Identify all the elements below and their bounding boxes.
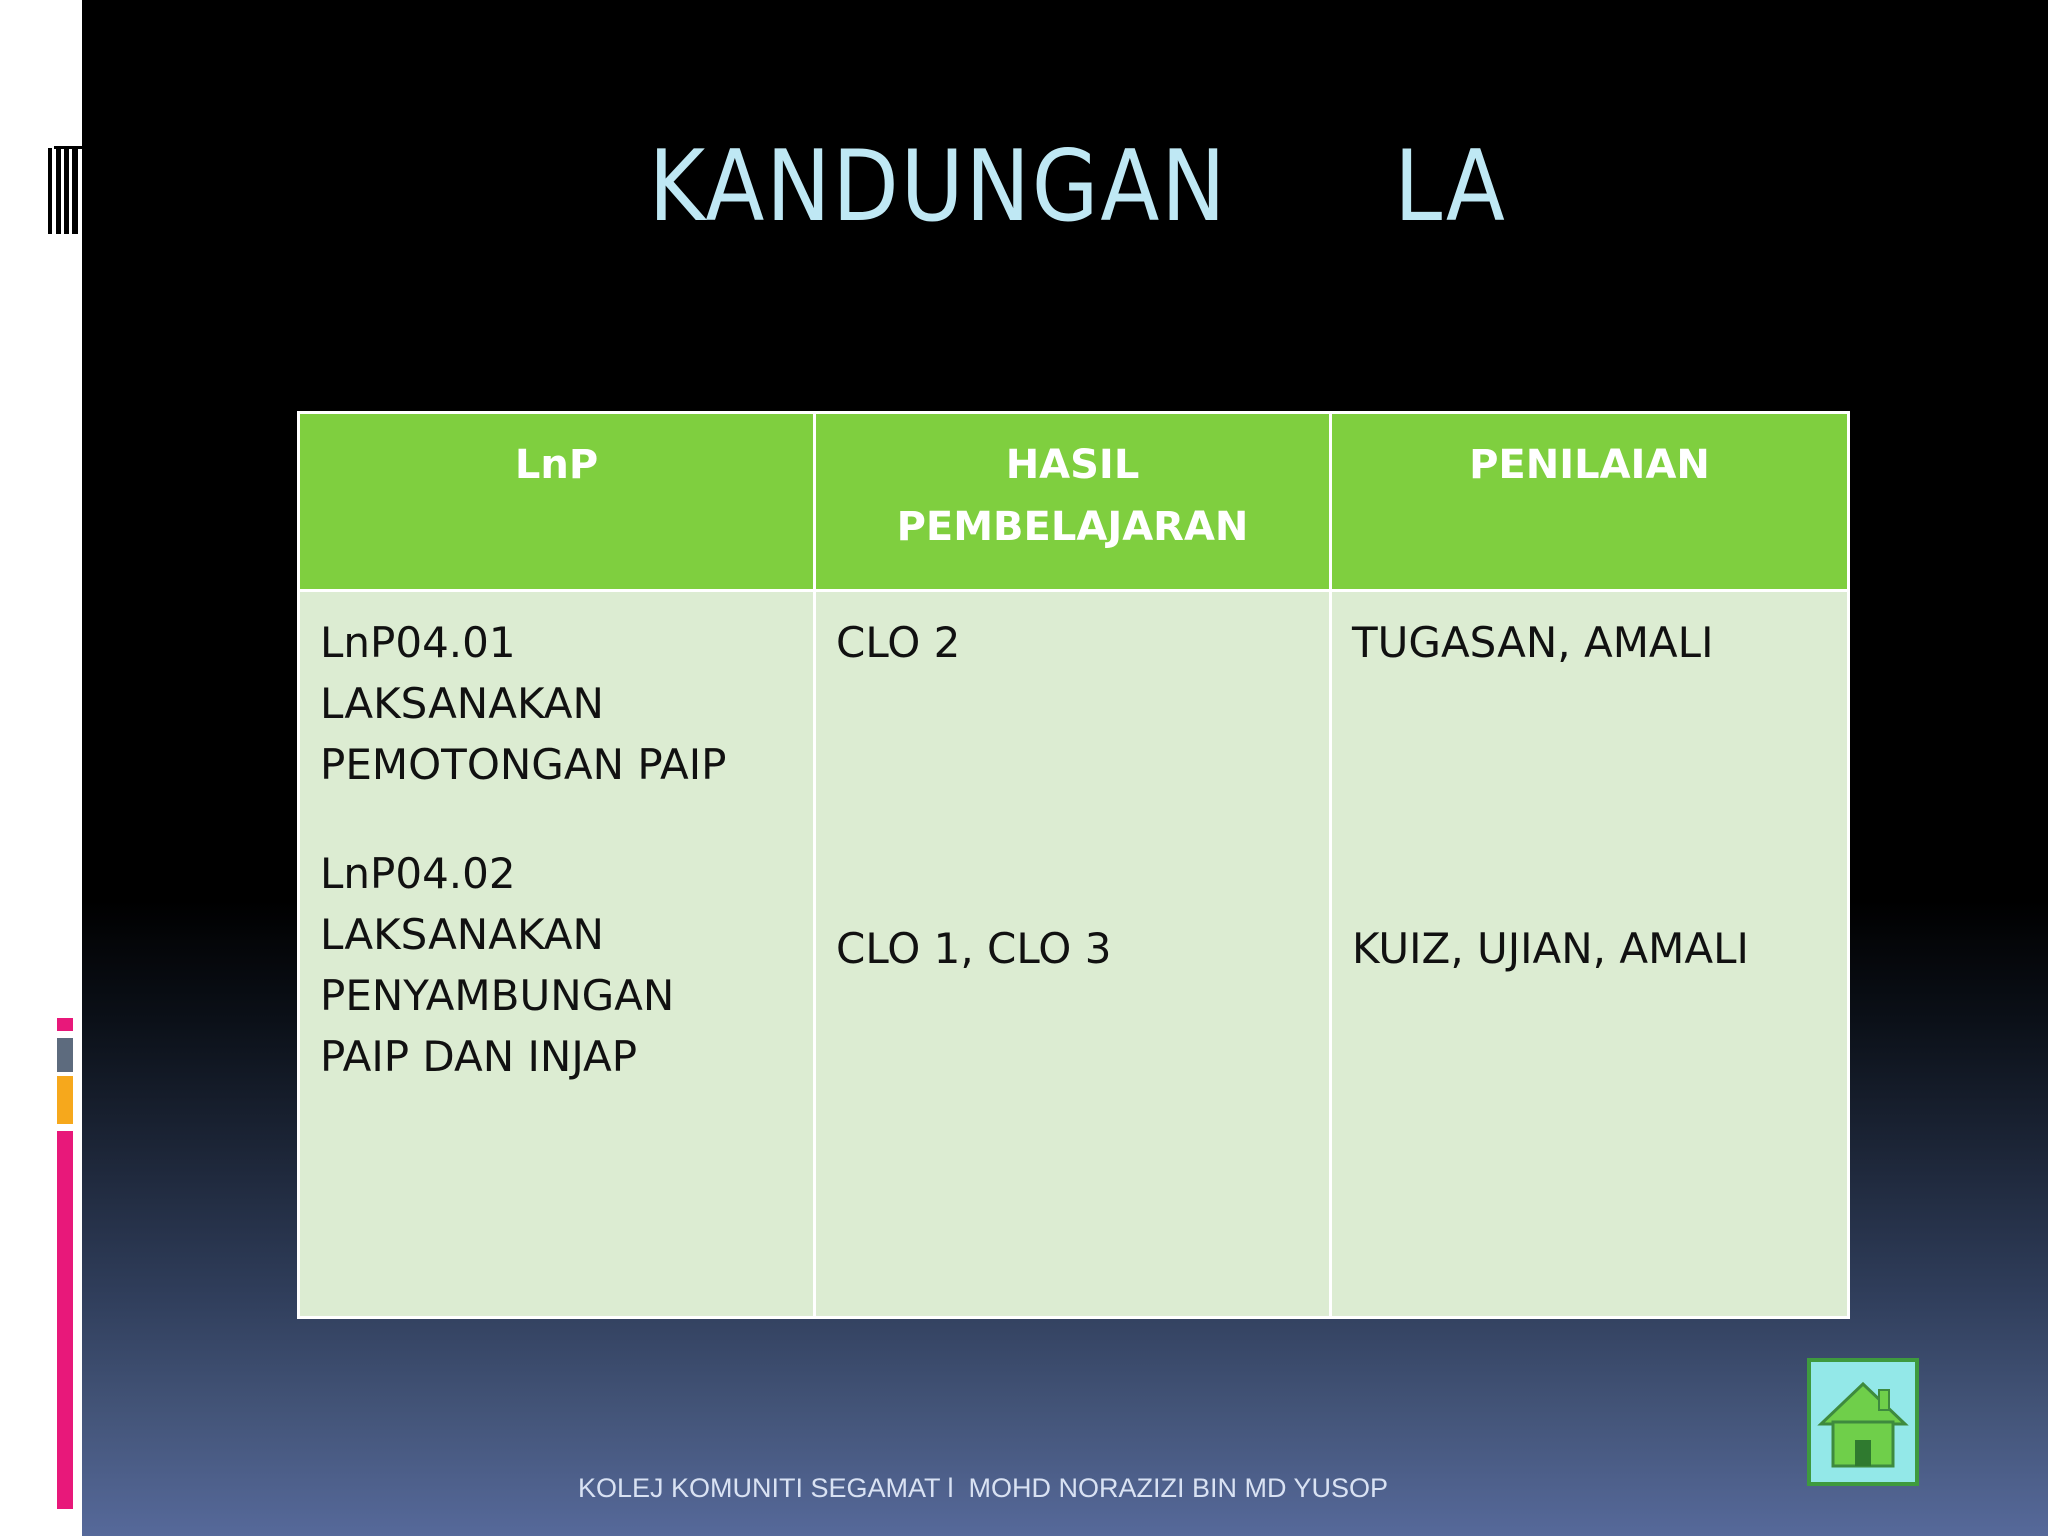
penilaian-item-1: TUGASAN, AMALI <box>1352 618 1714 667</box>
cell-hasil <box>815 591 1331 1318</box>
slide-footer: KOLEJ KOMUNITI SEGAMAT l MOHD NORAZIZI BIN MD YUSOP <box>577 1473 1389 1503</box>
left-margin-strip <box>0 0 82 1536</box>
header-penilaian-label: PENILAIAN <box>1469 442 1710 488</box>
cell-penilaian <box>1331 591 1849 1318</box>
top-bar-1 <box>48 148 52 234</box>
home-icon <box>1811 1362 1915 1482</box>
top-bar-3 <box>64 148 69 234</box>
header-hasil-pembelajaran <box>815 413 1331 591</box>
top-bar-2 <box>56 148 61 234</box>
header-lnp <box>299 413 815 591</box>
slide-title: KANDUNGAN LA <box>648 130 1507 244</box>
top-bar-4 <box>72 148 78 234</box>
hasil-item-2: CLO 1, CLO 3 <box>836 924 1112 973</box>
content-table <box>297 411 1850 1319</box>
header-hasil-label: HASIL PEMBELAJARAN <box>896 442 1249 550</box>
accent-bar-grey <box>57 1038 73 1072</box>
table-row <box>299 591 1849 1318</box>
top-bar-5 <box>54 146 82 149</box>
accent-bar-orange <box>57 1076 73 1124</box>
home-button[interactable] <box>1807 1358 1919 1486</box>
lnp-item-1: LnP04.01 LAKSANAKAN PEMOTONGAN PAIP <box>320 618 727 789</box>
header-lnp-label: LnP <box>514 442 599 488</box>
accent-bar-pink-long <box>57 1131 73 1509</box>
accent-bar-pink-small <box>57 1018 73 1031</box>
table-header-row <box>299 413 1849 591</box>
lnp-item-2: LnP04.02 LAKSANAKAN PENYAMBUNGAN PAIP DAN INJAP <box>320 849 675 1081</box>
hasil-item-1: CLO 2 <box>836 618 961 667</box>
penilaian-item-2: KUIZ, UJIAN, AMALI <box>1352 924 1749 973</box>
cell-lnp <box>299 591 815 1318</box>
header-penilaian <box>1331 413 1849 591</box>
